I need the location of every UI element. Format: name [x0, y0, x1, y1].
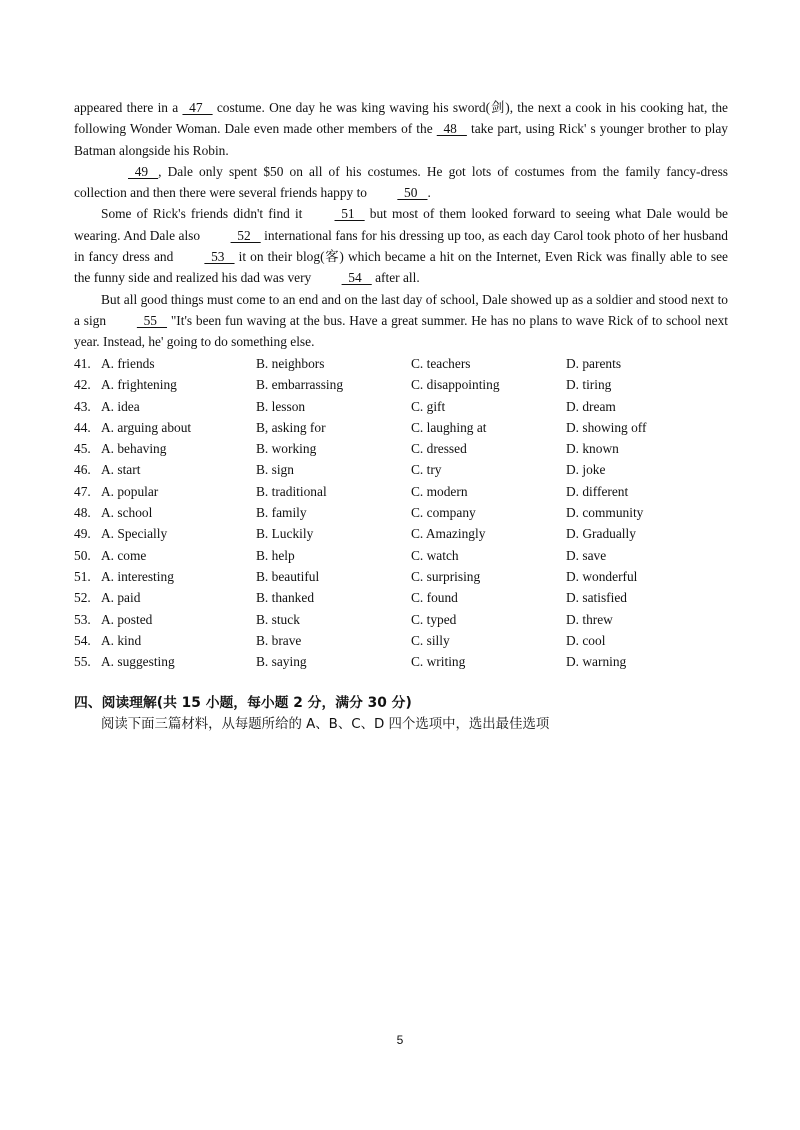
blank-47: 47 [182, 100, 213, 115]
option-c: C. watch [411, 547, 459, 563]
option-b: B. lesson [256, 398, 306, 414]
option-c: C. writing [411, 654, 466, 670]
option-a: A. posted [101, 611, 153, 627]
question-number: 47. [74, 483, 91, 499]
passage-paragraph-1 [74, 97, 728, 161]
question-number: 55. [74, 654, 91, 670]
option-d: D. different [566, 483, 629, 499]
option-c: C. modern [411, 483, 468, 499]
passage-text: it on their blog(客) which became a hit on the Internet, Even Rick was finally able to see the funny side and realized his dad was very [74, 249, 728, 286]
passage-paragraph-3 [74, 203, 728, 288]
option-b: B. beautiful [256, 568, 320, 584]
option-b: B. neighbors [256, 356, 325, 371]
question-number: 52. [74, 590, 91, 606]
question-row [74, 353, 734, 374]
question-number: 51. [74, 568, 91, 584]
passage-text: but most of them looked forward to seeing what Dale would be wearing. And Dale also [74, 206, 728, 243]
question-row [74, 396, 734, 417]
question-row [74, 630, 734, 651]
option-b: B. saying [256, 654, 307, 670]
blank-49: 49 [128, 163, 159, 179]
question-number: 41. [74, 356, 91, 371]
option-b: B. stuck [256, 611, 300, 627]
section-heading: 四、阅读理解(共 15 小题，每小题 2 分，满分 30 分) [74, 695, 412, 711]
option-a: A. Specially [101, 526, 168, 542]
cloze-passage [74, 97, 728, 353]
option-b: B. Luckily [256, 526, 314, 542]
question-number: 42. [74, 377, 91, 393]
option-b: B. thanked [256, 590, 315, 606]
option-d: D. save [566, 547, 607, 563]
passage-text: after all. [371, 270, 420, 286]
question-row [74, 523, 734, 544]
question-number: 53. [74, 611, 91, 627]
question-number: 46. [74, 462, 91, 478]
option-b: B. brave [256, 632, 302, 648]
option-d: D. wonderful [566, 568, 638, 584]
question-number: 43. [74, 398, 91, 414]
blank-50: 50 [397, 185, 428, 201]
question-row [74, 587, 734, 608]
option-d: D. dream [566, 398, 616, 414]
passage-text: take part, using Rick' s younger brother to play Batman alongside his Robin. [74, 121, 729, 158]
option-a: A. frightening [101, 377, 177, 393]
question-row [74, 651, 734, 672]
option-a: A. popular [101, 483, 159, 499]
passage-text: appeared there in a [74, 100, 183, 115]
blank-54: 54 [341, 270, 372, 286]
blank-53: 53 [204, 249, 235, 265]
blank-55: 55 [136, 312, 168, 328]
passage-paragraph-4 [74, 289, 728, 353]
blank-52: 52 [230, 227, 261, 243]
question-number: 50. [74, 547, 91, 563]
question-row [74, 374, 734, 395]
passage-text: But all good things must come to an end and on the last day of school, Dale showed up as a soldier and stood next to a sign [74, 291, 728, 328]
option-a: A. school [101, 505, 153, 521]
passage-text: "It's been fun waving at the bus. Have a great summer. He has no plans to wave Rick of to school next year. Instead, he' going to do something else. [74, 312, 728, 350]
option-c: C. disappointing [411, 377, 500, 393]
option-c: C. silly [411, 632, 450, 648]
question-row [74, 438, 734, 459]
option-c: C. dressed [411, 441, 467, 457]
option-d: D. community [566, 505, 644, 521]
passage-text: , Dale only spent $50 on all of his costumes. He got lots of costumes from the family fancy-dress collection and then there were several friends happy to [74, 163, 728, 201]
option-d: D. parents [566, 356, 622, 371]
option-a: A. idea [101, 398, 140, 414]
option-a: A. come [101, 547, 147, 563]
option-b: B. embarrassing [256, 377, 344, 393]
option-c: C. found [411, 590, 458, 606]
option-c: C. Amazingly [411, 526, 486, 542]
question-row [74, 481, 734, 502]
question-number: 54. [74, 632, 91, 648]
question-number: 45. [74, 441, 91, 457]
option-b: B. family [256, 505, 307, 521]
option-d: D. satisfied [566, 590, 627, 606]
question-row [74, 609, 734, 630]
option-a: A. behaving [101, 441, 167, 457]
question-row [74, 566, 734, 587]
blank-48: 48 [436, 121, 467, 137]
option-d: D. threw [566, 611, 613, 627]
question-row [74, 417, 734, 438]
passage-text: . [427, 185, 431, 201]
option-a: A. friends [101, 356, 155, 371]
passage-paragraph-2 [74, 161, 728, 204]
option-a: A. interesting [101, 568, 174, 584]
option-c: C. gift [411, 398, 446, 414]
option-b: B, asking for [256, 419, 326, 435]
option-b: B. traditional [256, 483, 327, 499]
passage-text: costume. One day he was king waving his sword(剑), the next a cook in his cooking hat, the following Wonder Woman. Dale even made other members of the [74, 100, 728, 137]
option-d: D. tiring [566, 377, 612, 393]
option-a: A. suggesting [101, 654, 175, 670]
option-b: B. help [256, 547, 295, 563]
option-a: A. kind [101, 632, 142, 648]
option-d: D. cool [566, 632, 606, 648]
option-b: B. sign [256, 462, 294, 478]
page-number: 5 [396, 1033, 404, 1047]
option-d: D. known [566, 441, 619, 457]
option-c: C. surprising [411, 568, 481, 584]
question-row [74, 459, 734, 480]
option-b: B. working [256, 441, 317, 457]
option-c: C. company [411, 505, 476, 521]
blank-51: 51 [334, 206, 365, 222]
answer-options [74, 353, 734, 672]
passage-text: Some of Rick's friends didn't find it [101, 206, 308, 222]
passage-text: international fans for his dressing up too, as each day Carol took photo of her husband in fancy dress and [74, 227, 728, 265]
option-c: C. laughing at [411, 419, 487, 435]
option-c: C. try [411, 462, 442, 478]
question-number: 48. [74, 505, 91, 521]
option-d: D. joke [566, 462, 606, 478]
option-d: D. Gradually [566, 526, 636, 542]
option-d: D. warning [566, 654, 627, 670]
question-number: 44. [74, 419, 91, 435]
option-a: A. arguing about [101, 419, 192, 435]
option-c: C. teachers [411, 356, 471, 371]
option-c: C. typed [411, 611, 457, 627]
option-a: A. start [101, 462, 141, 478]
option-a: A. paid [101, 590, 141, 606]
option-d: D. showing off [566, 419, 647, 435]
section-instruction: 阅读下面三篇材料，从每题所给的 A、B、C、D 四个选项中，选出最佳选项 [101, 717, 550, 732]
question-row [74, 502, 734, 523]
question-number: 49. [74, 526, 91, 542]
question-row [74, 545, 734, 566]
